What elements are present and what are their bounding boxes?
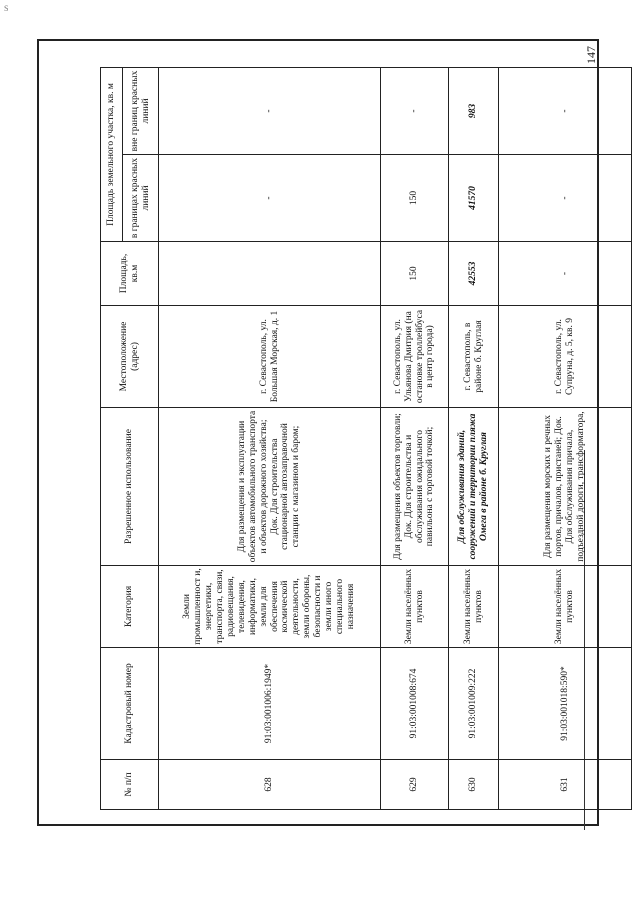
- cell-outside: -: [499, 67, 632, 154]
- cell-num: 630: [449, 760, 499, 810]
- cell-num: 629: [381, 760, 449, 810]
- cell-category: Земли населённых пунктов: [381, 566, 449, 648]
- cell-use: Для обслуживания зданий, сооружений и территории пляжа Омега в районе б. Круглая: [449, 408, 499, 566]
- cell-outside: -: [159, 67, 381, 154]
- table-row: [159, 67, 381, 809]
- rotated-table-container: [100, 68, 631, 810]
- cell-within: 41570: [449, 155, 499, 242]
- cell-outside: 983: [449, 67, 499, 154]
- cell-location: г. Севастополь, в районе б. Круглая: [449, 306, 499, 408]
- cell-use: Для размещения и эксплуатации объектов автомобильного транспорта и объектов дорожного хозяйства; Док. Для строительства стационарной автозаправочной станции с магазином и баром;: [159, 408, 381, 566]
- page-number: 147: [584, 46, 598, 64]
- cell-within: 150: [381, 155, 449, 242]
- cell-area: [159, 242, 381, 306]
- header-use: Разрешенное использование: [101, 408, 159, 566]
- header-location: Местоположение (адрес): [101, 306, 159, 408]
- corner-mark: S: [4, 4, 9, 13]
- cell-within: -: [499, 155, 632, 242]
- cell-area: 150: [381, 242, 449, 306]
- cell-location: г. Севастополь, ул. Большая Морская, д. 1: [159, 306, 381, 408]
- cell-cadastral: 91:03:001006:1949*: [159, 648, 381, 760]
- cell-cadastral: 91:03:001009:222: [449, 648, 499, 760]
- header-plot-area: Площадь земельного участка, кв. м: [101, 67, 123, 241]
- cell-num: 631: [499, 760, 632, 810]
- header-outside: вне границ красных линий: [123, 67, 159, 154]
- cell-category: Земли населённых пунктов: [499, 566, 632, 648]
- cell-outside: -: [381, 67, 449, 154]
- header-area: Площадь, кв.м: [101, 242, 159, 306]
- table-row: [381, 67, 449, 809]
- cell-location: г. Севастополь, ул. Супруна, д. 5, кв. 9: [499, 306, 632, 408]
- cell-cadastral: 91:03:001018:590*: [499, 648, 632, 760]
- header-num: № п/п: [101, 760, 159, 810]
- land-plots-table: [100, 67, 632, 810]
- cell-use: Для размещения морских и речных портов, причалов, пристаней; Док. Для обслуживания причала, подъездной дороги, трансформатора,: [499, 408, 632, 566]
- table-row: [449, 67, 499, 809]
- header-within: в границах красных линий: [123, 155, 159, 242]
- cell-cadastral: 91:03:001008:674: [381, 648, 449, 760]
- cell-num: 628: [159, 760, 381, 810]
- header-cadastral: Кадастровый номер: [101, 648, 159, 760]
- cell-use: Для размещения объектов торговли; Док. Для строительства и обслуживания ожидального павильона с торговой точкой;: [381, 408, 449, 566]
- cell-within: -: [159, 155, 381, 242]
- cell-category: Земли промышленност и, энергетики, транспорта, связи, радиовещания, телевидения, информатики, земли для обеспечения космической деятельности, земли обороны, безопасности и земли иного специального назначения: [159, 566, 381, 648]
- cell-category: Земли населённых пунктов: [449, 566, 499, 648]
- header-category: Категория: [101, 566, 159, 648]
- table-row: [499, 67, 632, 809]
- cell-area: -: [499, 242, 632, 306]
- cell-location: г. Севастополь, ул. Ульянова Дмитрия (на остановке троллейбуса в центр города): [381, 306, 449, 408]
- cell-area: 42553: [449, 242, 499, 306]
